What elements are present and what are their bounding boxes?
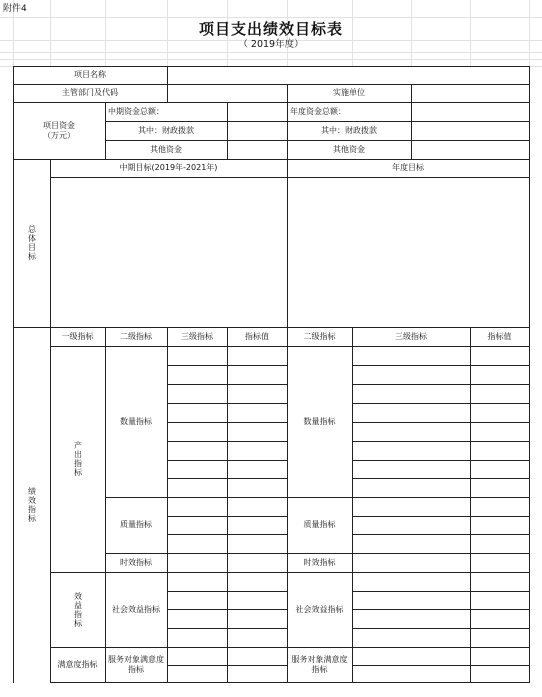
label-quantity-annual: 数量指标 (303, 416, 336, 426)
mid-goal-cell[interactable] (50, 177, 287, 327)
table-border-line (167, 327, 168, 683)
table-border-line (352, 327, 353, 683)
table-border-line (470, 327, 471, 683)
table-border-line (227, 327, 228, 683)
table-border-line (352, 403, 530, 404)
table-border-line (352, 384, 530, 385)
label-overall-goals: 总体目标 (27, 225, 37, 261)
table-border-line (50, 682, 530, 683)
label-annual-fiscal: 其中：财政拨款 (321, 125, 377, 135)
table-border-line (352, 628, 530, 629)
table-border-line (352, 534, 530, 535)
label-impl-unit: 实施单位 (333, 88, 365, 97)
label-quality: 质量指标 (120, 520, 152, 529)
label-service: 服务对象满意度指标 (108, 654, 164, 674)
label-benefit: 效益指标 (73, 591, 83, 628)
table-border-line (352, 460, 530, 461)
sheet-gridline (0, 52, 542, 53)
table-border-line (227, 102, 228, 160)
header-level2: 二级指标 (120, 331, 152, 341)
attachment-label: 附件4 (3, 4, 27, 15)
table-border-line (352, 591, 530, 592)
dept-cell[interactable] (167, 84, 287, 102)
table-border-line (352, 422, 530, 423)
label-annual-goal: 年度目标 (392, 163, 424, 172)
table-border-line (352, 365, 530, 366)
label-performance-indicators: 绩效指标 (27, 486, 37, 523)
header-level1: 一级指标 (61, 331, 94, 341)
label-quantity: 数量指标 (120, 416, 152, 426)
table-border-line (352, 609, 530, 610)
label-mid-fiscal: 其中：财政拨款 (138, 125, 194, 135)
table-border-line (352, 478, 530, 479)
table-border-line (529, 66, 530, 683)
sheet-gridline (0, 59, 542, 60)
label-quality-annual: 质量指标 (303, 520, 336, 529)
form-title: 项目支出绩效目标表 (198, 19, 343, 38)
table-border-line (352, 665, 530, 666)
label-satisfaction: 满意度指标 (57, 659, 98, 669)
impl-unit-cell[interactable] (411, 84, 529, 102)
header-value: 指标值 (245, 331, 269, 341)
label-mid-total: 中期资金总额： (108, 106, 164, 116)
project-name-cell[interactable] (167, 66, 529, 84)
header-value-annual: 指标值 (487, 331, 512, 341)
label-annual-total: 年度资金总额： (290, 106, 346, 116)
label-annual-other: 其他资金 (333, 144, 365, 154)
label-service-annual: 服务对象满意度指标 (291, 654, 348, 674)
label-dept: 主管部门及代码 (62, 88, 118, 97)
label-social: 社会效益指标 (112, 604, 160, 614)
label-mid-goal: 中期目标(2019年-2021年) (119, 163, 218, 172)
label-output: 产出指标 (73, 441, 83, 477)
label-project-name: 项目名称 (74, 70, 106, 79)
annual-goal-cell[interactable] (287, 177, 529, 327)
label-timeliness: 时效指标 (120, 557, 152, 567)
table-border-line (352, 516, 530, 517)
label-social-annual: 社会效益指标 (295, 604, 344, 614)
header-level2-annual: 二级指标 (303, 331, 336, 341)
header-level3: 三级指标 (181, 331, 213, 341)
header-level3-annual: 三级指标 (395, 331, 427, 341)
year-note: （ 2019年度） (238, 39, 304, 51)
label-funds: 项目资金 （万元） (43, 120, 75, 140)
label-timeliness-annual: 时效指标 (303, 557, 336, 567)
table-border-line (352, 441, 530, 442)
label-mid-other: 其他资金 (150, 144, 182, 154)
